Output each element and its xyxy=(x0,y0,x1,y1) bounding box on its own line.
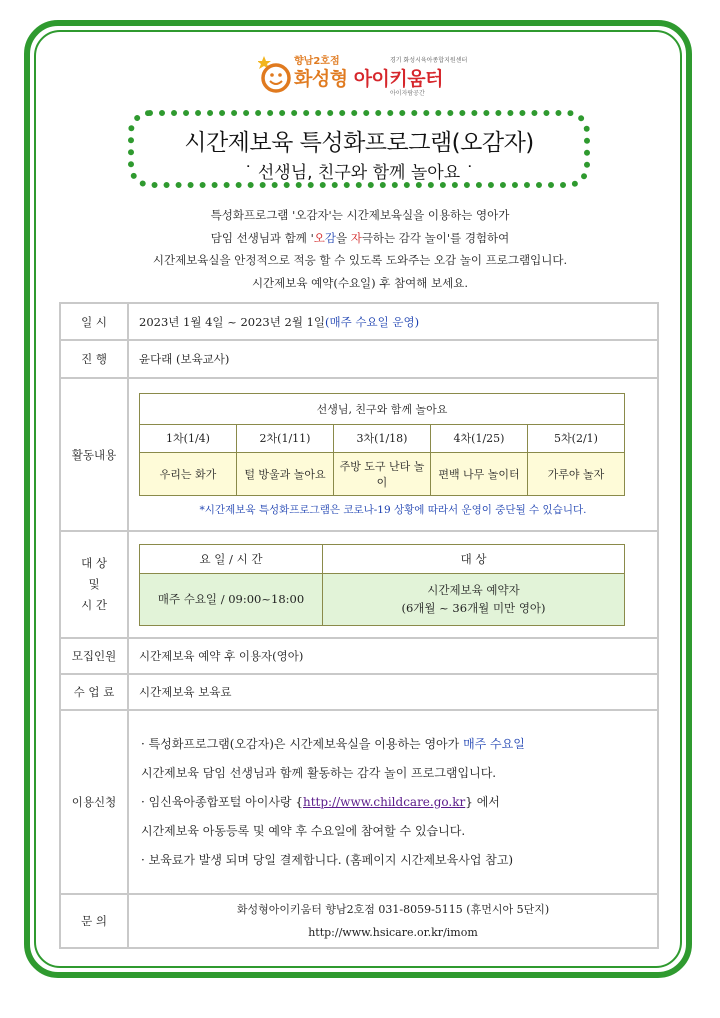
apply-cell xyxy=(128,710,658,894)
activity-note: *시간제보육 특성화프로그램은 코로나-19 상황에 따라서 운영이 중단될 수 있습니다. xyxy=(199,503,587,516)
fee-value: 시간제보육 보육료 xyxy=(128,674,658,710)
contact-line-1: 화성형아이키움터 향남2호점 031-8059-5115 (휴먼시아 5단지) xyxy=(236,903,550,916)
session-5: 5차(2/1) xyxy=(528,424,625,452)
row-contact xyxy=(60,894,658,948)
recruit-value: 시간제보육 예약 후 이용자(영아) xyxy=(128,638,658,674)
logo-org: 경기 화성시육아종합지원센터 xyxy=(390,57,468,64)
target-col1-header: 요 일 / 시 간 xyxy=(140,544,323,573)
smiley-logo-icon xyxy=(258,54,292,94)
apply-bullet-1-cont: 시간제보육 담임 선생님과 함께 활동하는 감각 놀이 프로그램입니다. xyxy=(141,765,497,780)
contact-url[interactable]: http://www.hsicare.or.kr/imom xyxy=(308,926,478,939)
leader-label: 진 행 xyxy=(60,340,128,378)
fee-label: 수 업 료 xyxy=(60,674,128,710)
intro-ja: 자 xyxy=(350,230,362,245)
intro-line-1: 특성화프로그램 '오감자'는 시간제보육실을 이용하는 영아가 xyxy=(210,208,510,222)
row-leader xyxy=(60,340,658,378)
logo-tagline: 아이자람공간 xyxy=(390,90,425,97)
topic-row xyxy=(140,452,625,495)
logo-name-part1: 화성형 xyxy=(294,68,354,90)
childcare-link[interactable]: http://www.childcare.go.kr xyxy=(303,794,466,809)
row-recruit xyxy=(60,638,658,674)
target-table xyxy=(139,544,625,626)
date-value: 2023년 1월 4일 ~ 2023년 2월 1일(매주 수요일 운영) xyxy=(128,303,658,340)
intro-line-2: 담임 선생님과 함께 '오감을 자극하는 감각 놀이'를 경험하여 xyxy=(210,230,510,245)
row-fee xyxy=(60,674,658,710)
date-label: 일 시 xyxy=(60,303,128,340)
recruit-label: 모집인원 xyxy=(60,638,128,674)
date-note: (매주 수요일 운영) xyxy=(325,314,420,329)
intro-line-3: 시간제보육실을 안정적으로 적응 할 수 있도록 도와주는 오감 놀이 프로그램입니다. xyxy=(152,253,568,267)
topic-1: 우리는 화가 xyxy=(140,452,237,495)
logo-branch: 향남2호점 xyxy=(294,56,340,67)
row-date xyxy=(60,303,658,340)
apply-bullet-1: · 특성화프로그램(오감자)은 시간제보육실을 이용하는 영아가 매주 수요일 xyxy=(141,736,525,751)
row-activity xyxy=(60,378,658,531)
info-table xyxy=(59,302,659,949)
intro-gam: 감 xyxy=(324,230,336,245)
session-row xyxy=(140,424,625,452)
topic-5: 가루야 놀자 xyxy=(528,452,625,495)
activity-cell xyxy=(128,378,658,531)
topic-3: 주방 도구 난타 놀이 xyxy=(334,452,431,495)
subtitle-text: 선생님, 친구와 함께 놀아요 xyxy=(257,163,461,183)
intro-text xyxy=(60,204,660,294)
target-col2-header: 대 상 xyxy=(323,544,625,573)
logo-name-part2: 아이키움터 xyxy=(353,68,443,90)
contact-cell xyxy=(128,894,658,948)
topic-4: 편백 나무 놀이터 xyxy=(431,452,528,495)
page-title: 시간제보육 특성화프로그램(오감자) xyxy=(184,130,534,156)
target-label: 대 상 및 시 간 xyxy=(60,531,128,638)
title-box xyxy=(128,110,590,188)
leader-value: 윤다래 (보육교사) xyxy=(128,340,658,378)
apply-highlight: 매주 수요일 xyxy=(463,736,525,751)
logo-name xyxy=(294,64,443,91)
topic-2: 털 방울과 놀아요 xyxy=(237,452,334,495)
target-audience: 시간제보육 예약자 (6개월 ~ 36개월 미만 영아) xyxy=(323,573,625,625)
intro-o: 오 xyxy=(313,230,325,245)
apply-bullet-2-cont: 시간제보육 아동등록 및 예약 후 수요일에 참여할 수 있습니다. xyxy=(141,823,466,838)
apply-bullet-2: · 임신육아종합포털 아이사랑 {http://www.childcare.go.kr} 에서 xyxy=(141,794,500,809)
target-cell xyxy=(128,531,658,638)
session-3: 3차(1/18) xyxy=(334,424,431,452)
page-subtitle: ˙ 선생님, 친구와 함께 놀아요 ˙ xyxy=(243,163,475,183)
activity-label: 활동내용 xyxy=(60,378,128,531)
activity-table-title: 선생님, 친구와 함께 놀아요 xyxy=(140,393,625,424)
row-apply xyxy=(60,710,658,894)
session-1: 1차(1/4) xyxy=(140,424,237,452)
apply-bullet-3: · 보육료가 발생 되며 당일 결제합니다. (홈페이지 시간제보육사업 참고) xyxy=(141,852,514,867)
apply-label: 이용신청 xyxy=(60,710,128,894)
row-target xyxy=(60,531,658,638)
target-schedule: 매주 수요일 / 09:00~18:00 xyxy=(140,573,323,625)
session-4: 4차(1/25) xyxy=(431,424,528,452)
contact-label: 문 의 xyxy=(60,894,128,948)
activity-table xyxy=(139,393,625,496)
session-2: 2차(1/11) xyxy=(237,424,334,452)
logo xyxy=(258,52,488,102)
intro-line-4: 시간제보육 예약(수요일) 후 참여해 보세요. xyxy=(251,275,469,290)
